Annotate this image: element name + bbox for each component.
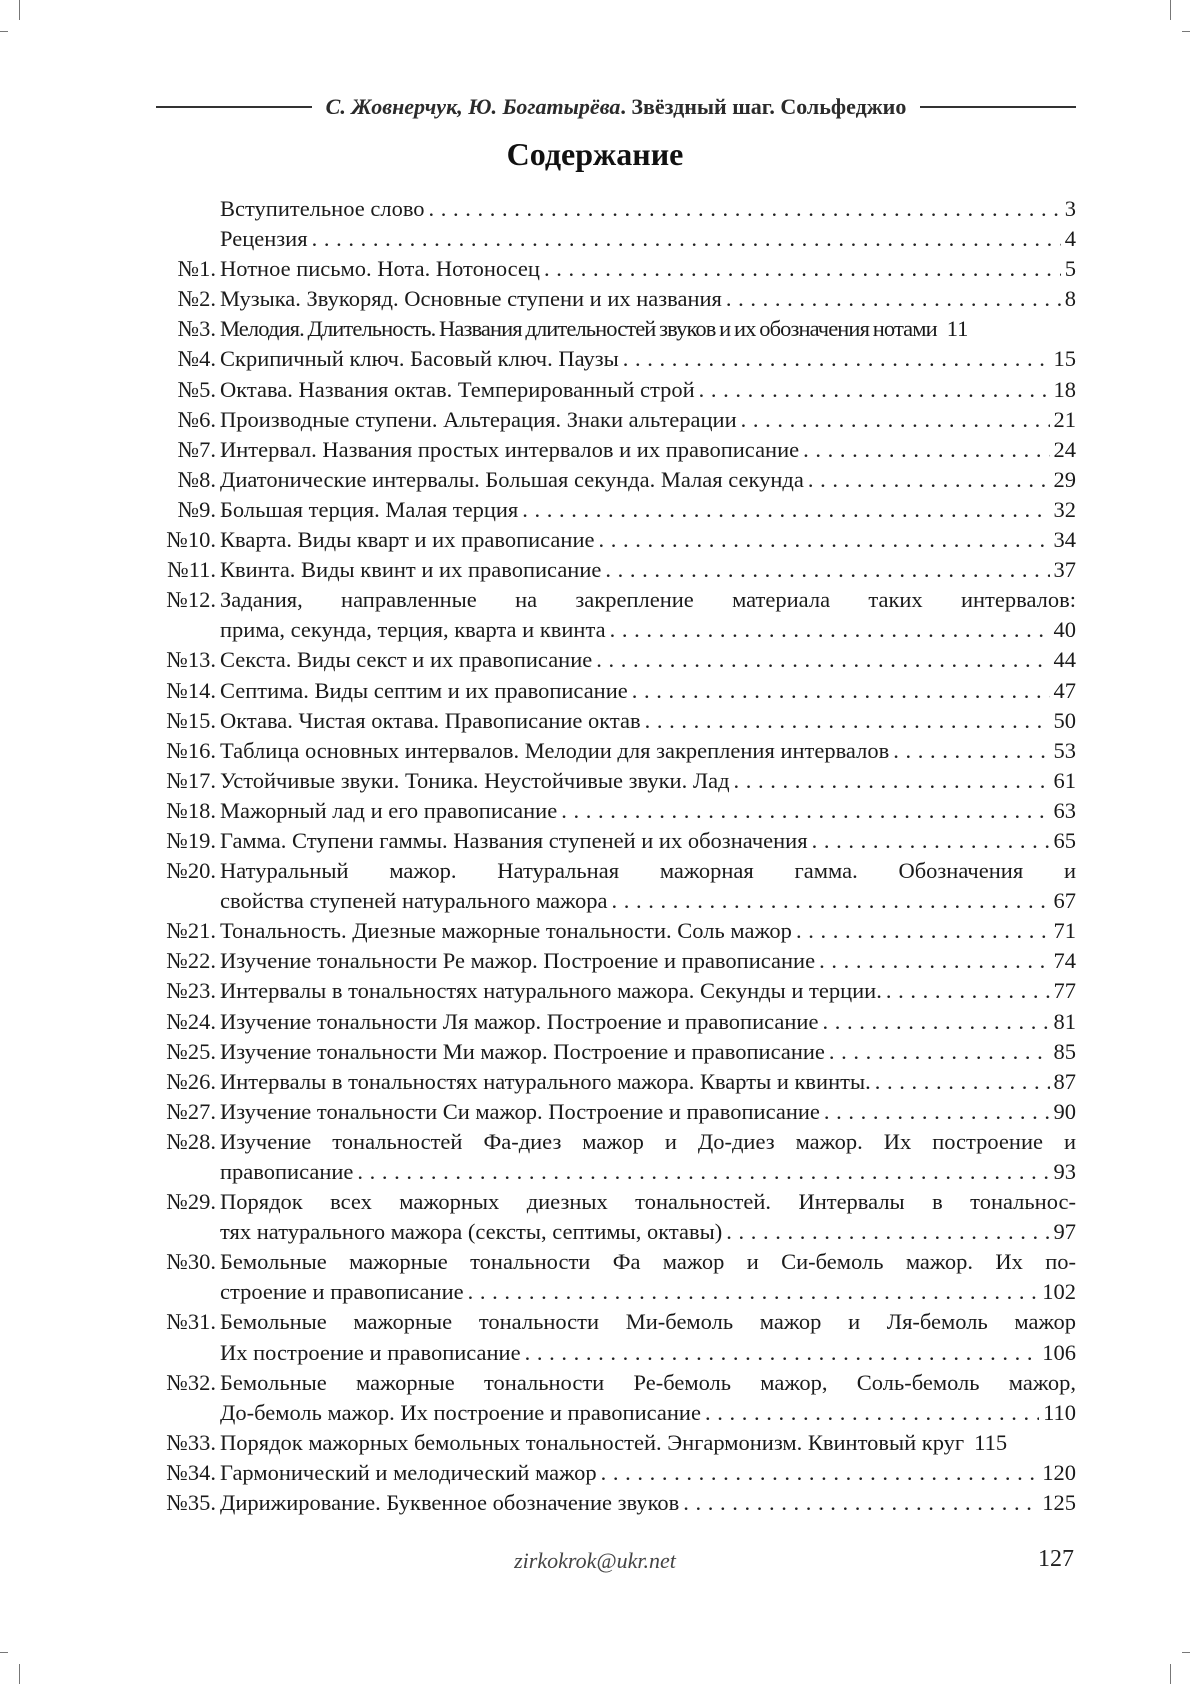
dot-leader (822, 1007, 1049, 1037)
header-rule-left (156, 106, 312, 108)
toc-entry[interactable] (150, 796, 1076, 826)
toc-entry-page: 87 (1053, 1068, 1076, 1094)
toc-entry-page: 3 (1064, 196, 1076, 221)
toc-entry[interactable] (150, 1067, 1076, 1097)
toc-entry-line (220, 435, 1076, 465)
toc-entry-page: 102 (1042, 1279, 1076, 1305)
footer-email: zirkokrok@ukr.net (514, 1548, 676, 1573)
toc-entry[interactable] (150, 405, 1076, 435)
toc-entry-line (220, 495, 1076, 525)
toc-entry-body (220, 224, 1076, 254)
toc-entry-number: №21. (166, 918, 216, 944)
toc-entry-page: 40 (1053, 617, 1076, 643)
toc-entry-page: 18 (1053, 376, 1076, 402)
toc-entry-page: 11 (946, 316, 969, 342)
toc-entry-number: №5. (177, 376, 216, 402)
dot-leader (429, 194, 1061, 224)
toc-entry[interactable] (150, 976, 1076, 1006)
toc-entry-page: 77 (1053, 978, 1076, 1004)
toc-entry-number: №14. (166, 677, 216, 703)
toc-entry[interactable] (150, 706, 1076, 736)
toc-entry-body (220, 1037, 1076, 1067)
toc-entry-body (220, 314, 1076, 344)
toc-entry-number: №27. (166, 1098, 216, 1124)
toc-entry-page: 34 (1053, 527, 1076, 553)
toc-entry-number: №8. (177, 466, 216, 492)
toc-entry-body (220, 766, 1076, 796)
toc-entry[interactable] (150, 1187, 1076, 1247)
toc-entry-line (220, 314, 1076, 344)
toc-entry-line (220, 1187, 1076, 1217)
toc-entry-page: 47 (1053, 677, 1076, 703)
dot-leader (645, 706, 1050, 736)
toc-entry-line (220, 1458, 1076, 1488)
toc-entry-line (220, 1127, 1076, 1157)
toc-entry-line (220, 224, 1076, 254)
toc-entry-title: правописание (220, 1159, 354, 1184)
toc-entry[interactable] (150, 916, 1076, 946)
toc-entry-number: №9. (177, 496, 216, 522)
toc-entry-page: 125 (1042, 1490, 1076, 1516)
toc-entry-body (220, 676, 1076, 706)
toc-entry-number: №11. (167, 557, 216, 583)
toc-entry-body (220, 1368, 1076, 1428)
toc-entry-title: Интервалы в тональностях натурального мажора. Кварты и квинты. (220, 1068, 871, 1094)
toc-entry-body (220, 856, 1076, 916)
toc-entry-line (220, 1398, 1076, 1428)
crop-mark (19, 1664, 20, 1684)
toc-entry-page: 37 (1053, 557, 1076, 583)
dot-leader (824, 1097, 1050, 1127)
toc-entry[interactable] (150, 856, 1076, 916)
toc-entry-title: Секста. Виды секст и их правописание (220, 647, 593, 673)
toc-entry-page: 61 (1053, 767, 1076, 793)
crop-mark (1182, 31, 1190, 32)
toc-entry-line (220, 856, 1076, 886)
dot-leader (312, 224, 1061, 254)
toc-entry[interactable] (150, 555, 1076, 585)
toc-entry-body (220, 1458, 1076, 1488)
toc-entry-page: 8 (1064, 286, 1076, 312)
toc-entry-line (220, 254, 1076, 284)
page-title: Содержание (506, 136, 684, 172)
toc-entry[interactable] (150, 676, 1076, 706)
toc-entry-title: Их построение и правописание (220, 1339, 521, 1365)
toc-entry[interactable] (150, 344, 1076, 374)
dot-leader (812, 826, 1050, 856)
toc-entry-number: №31. (166, 1309, 216, 1335)
toc-entry[interactable] (150, 645, 1076, 675)
toc-entry-title: Интервалы в тональностях натурального мажора. Секунды и терции. (220, 978, 882, 1004)
toc-entry-page: 120 (1042, 1459, 1076, 1485)
crop-mark (1170, 0, 1171, 20)
toc-entry-number: №20. (166, 858, 216, 884)
dot-leader (829, 1037, 1050, 1067)
toc-entry-number: №13. (166, 647, 216, 673)
toc-entry-title: строение и правописание (220, 1279, 464, 1305)
toc-entry-number: №16. (166, 737, 216, 763)
toc-entry-body (220, 1187, 1076, 1247)
toc-entry-title: Устойчивые звуки. Тоника. Неустойчивые звуки. Лад (220, 767, 730, 793)
toc-entry-line (220, 375, 1076, 405)
toc-entry-line (220, 645, 1076, 675)
dot-leader (683, 1488, 1038, 1518)
toc-entry-page: 5 (1064, 256, 1076, 282)
toc-entry-title: Вступительное слово (220, 196, 425, 221)
toc-entry-title: Гамма. Ступени гаммы. Названия ступеней и их обозначения (220, 827, 808, 853)
toc-entry[interactable] (150, 375, 1076, 405)
toc-entry-title: Октава. Названия октав. Темперированный строй (220, 376, 695, 402)
toc-entry-line (220, 706, 1076, 736)
toc-entry-line (220, 344, 1076, 374)
toc-entry-page: 106 (1042, 1339, 1076, 1365)
toc-entry-page: 15 (1053, 346, 1076, 372)
toc-entry-page: 93 (1053, 1159, 1076, 1184)
dot-leader (610, 615, 1050, 645)
toc-entry[interactable] (150, 314, 1076, 344)
toc-entry-line (220, 736, 1076, 766)
toc-entry-number: №6. (177, 406, 216, 432)
crop-mark (19, 0, 20, 20)
toc-entry-number: №32. (166, 1369, 216, 1395)
toc-entry-number: №19. (166, 827, 216, 853)
toc-entry[interactable] (150, 1097, 1076, 1127)
toc-entry-title: Диатонические интервалы. Большая секунда. Малая секунда (220, 466, 804, 492)
dot-leader (803, 435, 1049, 465)
toc-entry[interactable] (150, 1037, 1076, 1067)
toc-entry-title: Большая терция. Малая терция (220, 496, 519, 522)
toc-entry-line (220, 1217, 1076, 1247)
dot-leader (544, 254, 1061, 284)
toc-entry[interactable] (150, 525, 1076, 555)
toc-entry-body (220, 1488, 1076, 1518)
toc-entry[interactable] (150, 1127, 1076, 1187)
toc-entry-body (220, 375, 1076, 405)
toc-entry-title: Изучение тональности Си мажор. Построение и правописание (220, 1098, 820, 1124)
toc-entry[interactable] (150, 284, 1076, 314)
dot-leader (734, 766, 1050, 796)
crop-mark (0, 1652, 8, 1653)
toc-entry-number: №25. (166, 1038, 216, 1064)
toc-entry-title: До-бемоль мажор. Их построение и правописание (220, 1399, 701, 1425)
toc-entry-body (220, 405, 1076, 435)
toc-entry-line (220, 916, 1076, 946)
toc-entry-page: 115 (974, 1429, 1008, 1455)
toc-entry-line (220, 1007, 1076, 1037)
toc-entry-body (220, 585, 1076, 645)
toc-entry-line (220, 946, 1076, 976)
toc-entry[interactable] (150, 435, 1076, 465)
toc-entry-body (220, 1127, 1076, 1187)
toc-entry-body (220, 495, 1076, 525)
dot-leader (468, 1277, 1039, 1307)
toc-entry-title: Порядок всех мажорных диезных тональностей. Интервалы в тональнос- (220, 1189, 1076, 1215)
toc-entry-body (220, 344, 1076, 374)
toc-entry-title: Рецензия (220, 226, 308, 252)
toc-entry-line (220, 976, 1076, 1006)
toc-entry-number: №1. (177, 256, 216, 282)
toc-entry-line (220, 615, 1076, 645)
toc-entry-page: 90 (1053, 1098, 1076, 1124)
toc-entry-body (220, 826, 1076, 856)
toc-entry-number: №18. (166, 797, 216, 823)
toc-entry-page: 24 (1053, 436, 1076, 462)
crop-mark (0, 31, 8, 32)
toc-entry-line (220, 796, 1076, 826)
toc-entry-title: Музыка. Звукоряд. Основные ступени и их названия (220, 286, 722, 312)
toc-entry[interactable] (150, 1307, 1076, 1367)
toc-entry-title: Тональность. Диезные мажорные тональности. Соль мажор (220, 918, 792, 944)
toc-entry-title: Таблица основных интервалов. Мелодии для закрепления интервалов (220, 737, 890, 763)
toc-entry-title: Октава. Чистая октава. Правописание октав (220, 707, 641, 733)
toc-entry-line (220, 766, 1076, 796)
toc-entry-title: Изучение тональностей Фа-диез мажор и До-диез мажор. Их построение и (220, 1128, 1076, 1154)
toc-entry-title: тях натурального мажора (сексты, септимы, октавы) (220, 1219, 723, 1245)
toc-entry-body (220, 976, 1076, 1006)
dot-leader (522, 495, 1049, 525)
toc-entry[interactable] (150, 736, 1076, 766)
dot-leader (357, 1157, 1049, 1187)
dot-leader (561, 796, 1049, 826)
toc-entry-page: 32 (1053, 496, 1076, 522)
toc-entry-title: Производные ступени. Альтерация. Знаки альтерации (220, 406, 737, 432)
toc-entry-body (220, 645, 1076, 675)
toc-entry[interactable] (150, 826, 1076, 856)
toc-entry-body (220, 1428, 1076, 1458)
toc-entry-title: Порядок мажорных бемольных тональностей. Энгармонизм. Квинтовый круг (220, 1429, 965, 1455)
toc-entry-line (220, 585, 1076, 615)
dot-leader (886, 976, 1050, 1006)
toc-entry-line (220, 1488, 1076, 1518)
toc-entry-page: 97 (1053, 1219, 1076, 1245)
toc-entry-number: №24. (166, 1008, 216, 1034)
toc-entry-line (220, 1277, 1076, 1307)
dot-leader (623, 344, 1050, 374)
crop-mark (1182, 1652, 1190, 1653)
toc-entry-number: №23. (166, 978, 216, 1004)
toc-entry-title: Изучение тональности Ре мажор. Построение и правописание (220, 948, 816, 974)
header-authors: С. Жовнерчук, Ю. Богатырёва (325, 94, 621, 119)
toc-entry-title: Нотное письмо. Нота. Нотоносец (220, 256, 540, 282)
dot-leader (875, 1067, 1050, 1097)
toc-entry[interactable] (150, 224, 1076, 254)
toc-entry-number: №29. (166, 1189, 216, 1215)
page-number: 127 (1038, 1546, 1074, 1572)
toc-entry-line (220, 1307, 1076, 1337)
toc-entry-body (220, 916, 1076, 946)
toc-entry-page: 63 (1053, 797, 1076, 823)
toc-entry-line (220, 826, 1076, 856)
toc-entry-line (220, 1157, 1076, 1187)
toc-entry-page: 85 (1053, 1038, 1076, 1064)
toc-entry-body (220, 555, 1076, 585)
toc-entry-page: 65 (1053, 827, 1076, 853)
toc-entry[interactable] (150, 946, 1076, 976)
dot-leader (796, 916, 1050, 946)
dot-leader (705, 1398, 1039, 1428)
dot-leader (612, 886, 1050, 916)
crop-mark (1170, 1664, 1171, 1684)
toc-entry-title: Изучение тональности Ля мажор. Построение и правописание (220, 1008, 819, 1034)
dot-leader (741, 405, 1050, 435)
toc-entry[interactable] (150, 1428, 1076, 1458)
toc-entry-number: №28. (166, 1128, 216, 1154)
dot-leader (893, 736, 1049, 766)
toc-entry-line (220, 465, 1076, 495)
toc-entry-title: Натуральный мажор. Натуральная мажорная гамма. Обозначения и (220, 858, 1076, 884)
toc-entry-number: №3. (177, 316, 216, 342)
toc-entry[interactable] (150, 254, 1076, 284)
toc-entry-title: Квинта. Виды квинт и их правописание (220, 557, 602, 583)
toc-entry-page: 21 (1053, 406, 1076, 432)
toc-entry[interactable] (150, 1458, 1076, 1488)
dot-leader (819, 946, 1049, 976)
toc-entry-body (220, 1247, 1076, 1307)
toc-entry-body (220, 736, 1076, 766)
toc-entry-number: №34. (166, 1459, 216, 1485)
toc-entry-title: Септима. Виды септим и их правописание (220, 677, 628, 703)
toc-entry-number: №33. (166, 1429, 216, 1455)
toc-entry-page: 50 (1053, 707, 1076, 733)
dot-leader (726, 284, 1061, 314)
toc-entry-body (220, 1097, 1076, 1127)
toc-entry-title: Интервал. Названия простых интервалов и их правописание (220, 436, 800, 462)
toc-entry-page: 4 (1064, 226, 1076, 252)
toc-entry-line (220, 1067, 1076, 1097)
toc-entry[interactable] (150, 1007, 1076, 1037)
toc-entry-title: Изучение тональности Ми мажор. Построение и правописание (220, 1038, 825, 1064)
toc-entry-number: №12. (166, 587, 216, 613)
toc-entry-line (220, 284, 1076, 314)
toc-entry-line (220, 1097, 1076, 1127)
toc-entry-number: №4. (177, 346, 216, 372)
dot-leader (525, 1338, 1039, 1368)
dot-leader (599, 525, 1050, 555)
toc-entry-title: Гармонический и мелодический мажор (220, 1459, 597, 1485)
toc-entry-number: №7. (177, 436, 216, 462)
header-rule-right (920, 106, 1076, 108)
toc-entry[interactable] (150, 194, 1076, 224)
toc-entry-title: Мелодия. Длительность. Названия длительностей звуков и их обозначения нотами (220, 316, 937, 342)
toc-entry-body (220, 465, 1076, 495)
toc-entry[interactable] (150, 766, 1076, 796)
header-text (326, 94, 907, 120)
toc-entry-title: свойства ступеней натурального мажора (220, 888, 608, 914)
toc-entry-line (220, 1247, 1076, 1277)
toc-entry-title: Кварта. Виды кварт и их правописание (220, 527, 595, 553)
dot-leader (808, 465, 1050, 495)
running-header (156, 92, 1076, 122)
dot-leader (632, 676, 1050, 706)
toc-entry[interactable] (150, 465, 1076, 495)
toc-entry-page: 71 (1053, 918, 1076, 944)
toc-entry-line (220, 555, 1076, 585)
dot-leader (596, 645, 1049, 675)
toc-entry-number: №17. (166, 767, 216, 793)
toc-entry-title: Бемольные мажорные тональности Фа мажор и Си-бемоль мажор. Их по- (220, 1249, 1076, 1275)
toc-entry[interactable] (150, 585, 1076, 645)
toc-entry-line (220, 194, 1076, 224)
toc-entry-number: №2. (177, 286, 216, 312)
toc-entry-body (220, 254, 1076, 284)
toc-entry-line (220, 1338, 1076, 1368)
toc-entry-number: №35. (166, 1490, 216, 1516)
toc-entry-title: прима, секунда, терция, кварта и квинта (220, 617, 606, 643)
toc-entry-body (220, 1307, 1076, 1367)
toc-entry-body (220, 946, 1076, 976)
dot-leader (726, 1217, 1049, 1247)
toc-entry[interactable] (150, 1247, 1076, 1307)
toc-entry-body (220, 435, 1076, 465)
toc-entry-title: Бемольные мажорные тональности Ми-бемоль мажор и Ля-бемоль мажор (220, 1309, 1076, 1335)
toc-entry-line (220, 676, 1076, 706)
toc-entry-title: Бемольные мажорные тональности Ре-бемоль мажор, Соль-бемоль мажор, (220, 1369, 1076, 1395)
toc-entry[interactable] (150, 495, 1076, 525)
toc-entry-number: №22. (166, 948, 216, 974)
toc-entry-body (220, 1067, 1076, 1097)
toc-entry-title: Мажорный лад и его правописание (220, 797, 558, 823)
toc-entry[interactable] (150, 1488, 1076, 1518)
toc-entry-line (220, 1428, 1076, 1458)
toc-entry-line (220, 525, 1076, 555)
toc-entry[interactable] (150, 1368, 1076, 1428)
toc-entry-body (220, 284, 1076, 314)
toc-entry-line (220, 405, 1076, 435)
toc-entry-line (220, 1037, 1076, 1067)
toc-entry-page: 44 (1053, 647, 1076, 673)
toc-entry-line (220, 1368, 1076, 1398)
toc-entry-title: Скрипичный ключ. Басовый ключ. Паузы (220, 346, 619, 372)
toc-entry-number: №15. (166, 707, 216, 733)
toc-entry-body (220, 194, 1076, 224)
toc-entry-body (220, 1007, 1076, 1037)
toc-entry-title: Дирижирование. Буквенное обозначение звуков (220, 1490, 680, 1516)
toc-entry-page: 67 (1053, 888, 1076, 914)
header-book-title: . Звёздный шаг. Сольфеджио (620, 94, 907, 119)
toc-entry-page: 29 (1053, 466, 1076, 492)
toc-entry-page: 53 (1053, 737, 1076, 763)
toc-entry-line (220, 886, 1076, 916)
toc-entry-number: №10. (166, 527, 216, 553)
toc-entry-page: 110 (1043, 1399, 1076, 1425)
toc-entry-body (220, 796, 1076, 826)
toc-entry-page: 81 (1053, 1008, 1076, 1034)
toc-entry-body (220, 706, 1076, 736)
toc-entry-title: Задания, направленные на закрепление материала таких интервалов: (220, 587, 1076, 613)
toc-entry-number: №26. (166, 1068, 216, 1094)
dot-leader (605, 555, 1049, 585)
toc-entry-number: №30. (166, 1249, 216, 1275)
dot-leader (699, 375, 1050, 405)
toc-entry-body (220, 525, 1076, 555)
table-of-contents (150, 194, 1076, 1518)
dot-leader (601, 1458, 1039, 1488)
toc-entry-page: 74 (1053, 948, 1076, 974)
